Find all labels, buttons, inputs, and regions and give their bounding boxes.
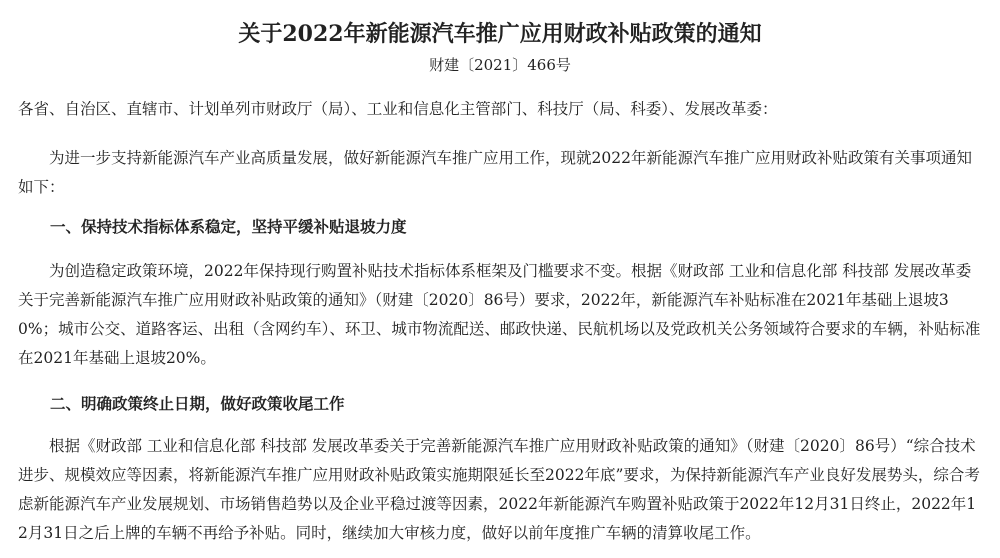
section-body-1: 为创造稳定政策环境，2022年保持现行购置补贴技术指标体系框架及门槛要求不变。根据《财政部 工业和信息化部 科技部 发展改革委关于完善新能源汽车推广应用财政补贴政策的通知》（财建〔2020〕86号）要求，2022年，新能源汽车补贴标准在2021年基础上退坡30%；城市公交、道路客运、出租（含网约车）、环卫、城市物流配送、邮政快递、民航机场以及党政机关公务领域符合要求的车辆，补贴标准在2021年基础上退坡20%。: [18, 262, 981, 367]
section-heading-2: 二、明确政策终止日期，做好政策收尾工作: [50, 394, 345, 413]
intro-paragraph: 为进一步支持新能源汽车产业高质量发展，做好新能源汽车推广应用工作，现就2022年新能源汽车推广应用财政补贴政策有关事项通知如下：: [18, 149, 972, 196]
document-title: 关于2022年新能源汽车推广应用财政补贴政策的通知: [238, 21, 762, 47]
section-heading-1: 一、保持技术指标体系稳定，坚持平缓补贴退坡力度: [50, 217, 407, 236]
document-number: 财建〔2021〕466号: [429, 56, 571, 74]
salutation: 各省、自治区、直辖市、计划单列市财政厅（局）、工业和信息化主管部门、科技厅（局、科委）、发展改革委：: [18, 100, 778, 118]
section-body-2: 根据《财政部 工业和信息化部 科技部 发展改革委关于完善新能源汽车推广应用财政补贴政策的通知》（财建〔2020〕86号）“综合技术进步、规模效应等因素，将新能源汽车推广应用财政补贴政策实施期限延长至2022年底”要求，为保持新能源汽车产业良好发展势头，综合考虑新能源汽车产业发展规划、市场销售趋势以及企业平稳过渡等因素，2022年新能源汽车购置补贴政策于2022年12月31日终止，2022年12月31日之后上牌的车辆不再给予补贴。同时，继续加大审核力度，做好以前年度推广车辆的清算收尾工作。: [18, 437, 980, 542]
